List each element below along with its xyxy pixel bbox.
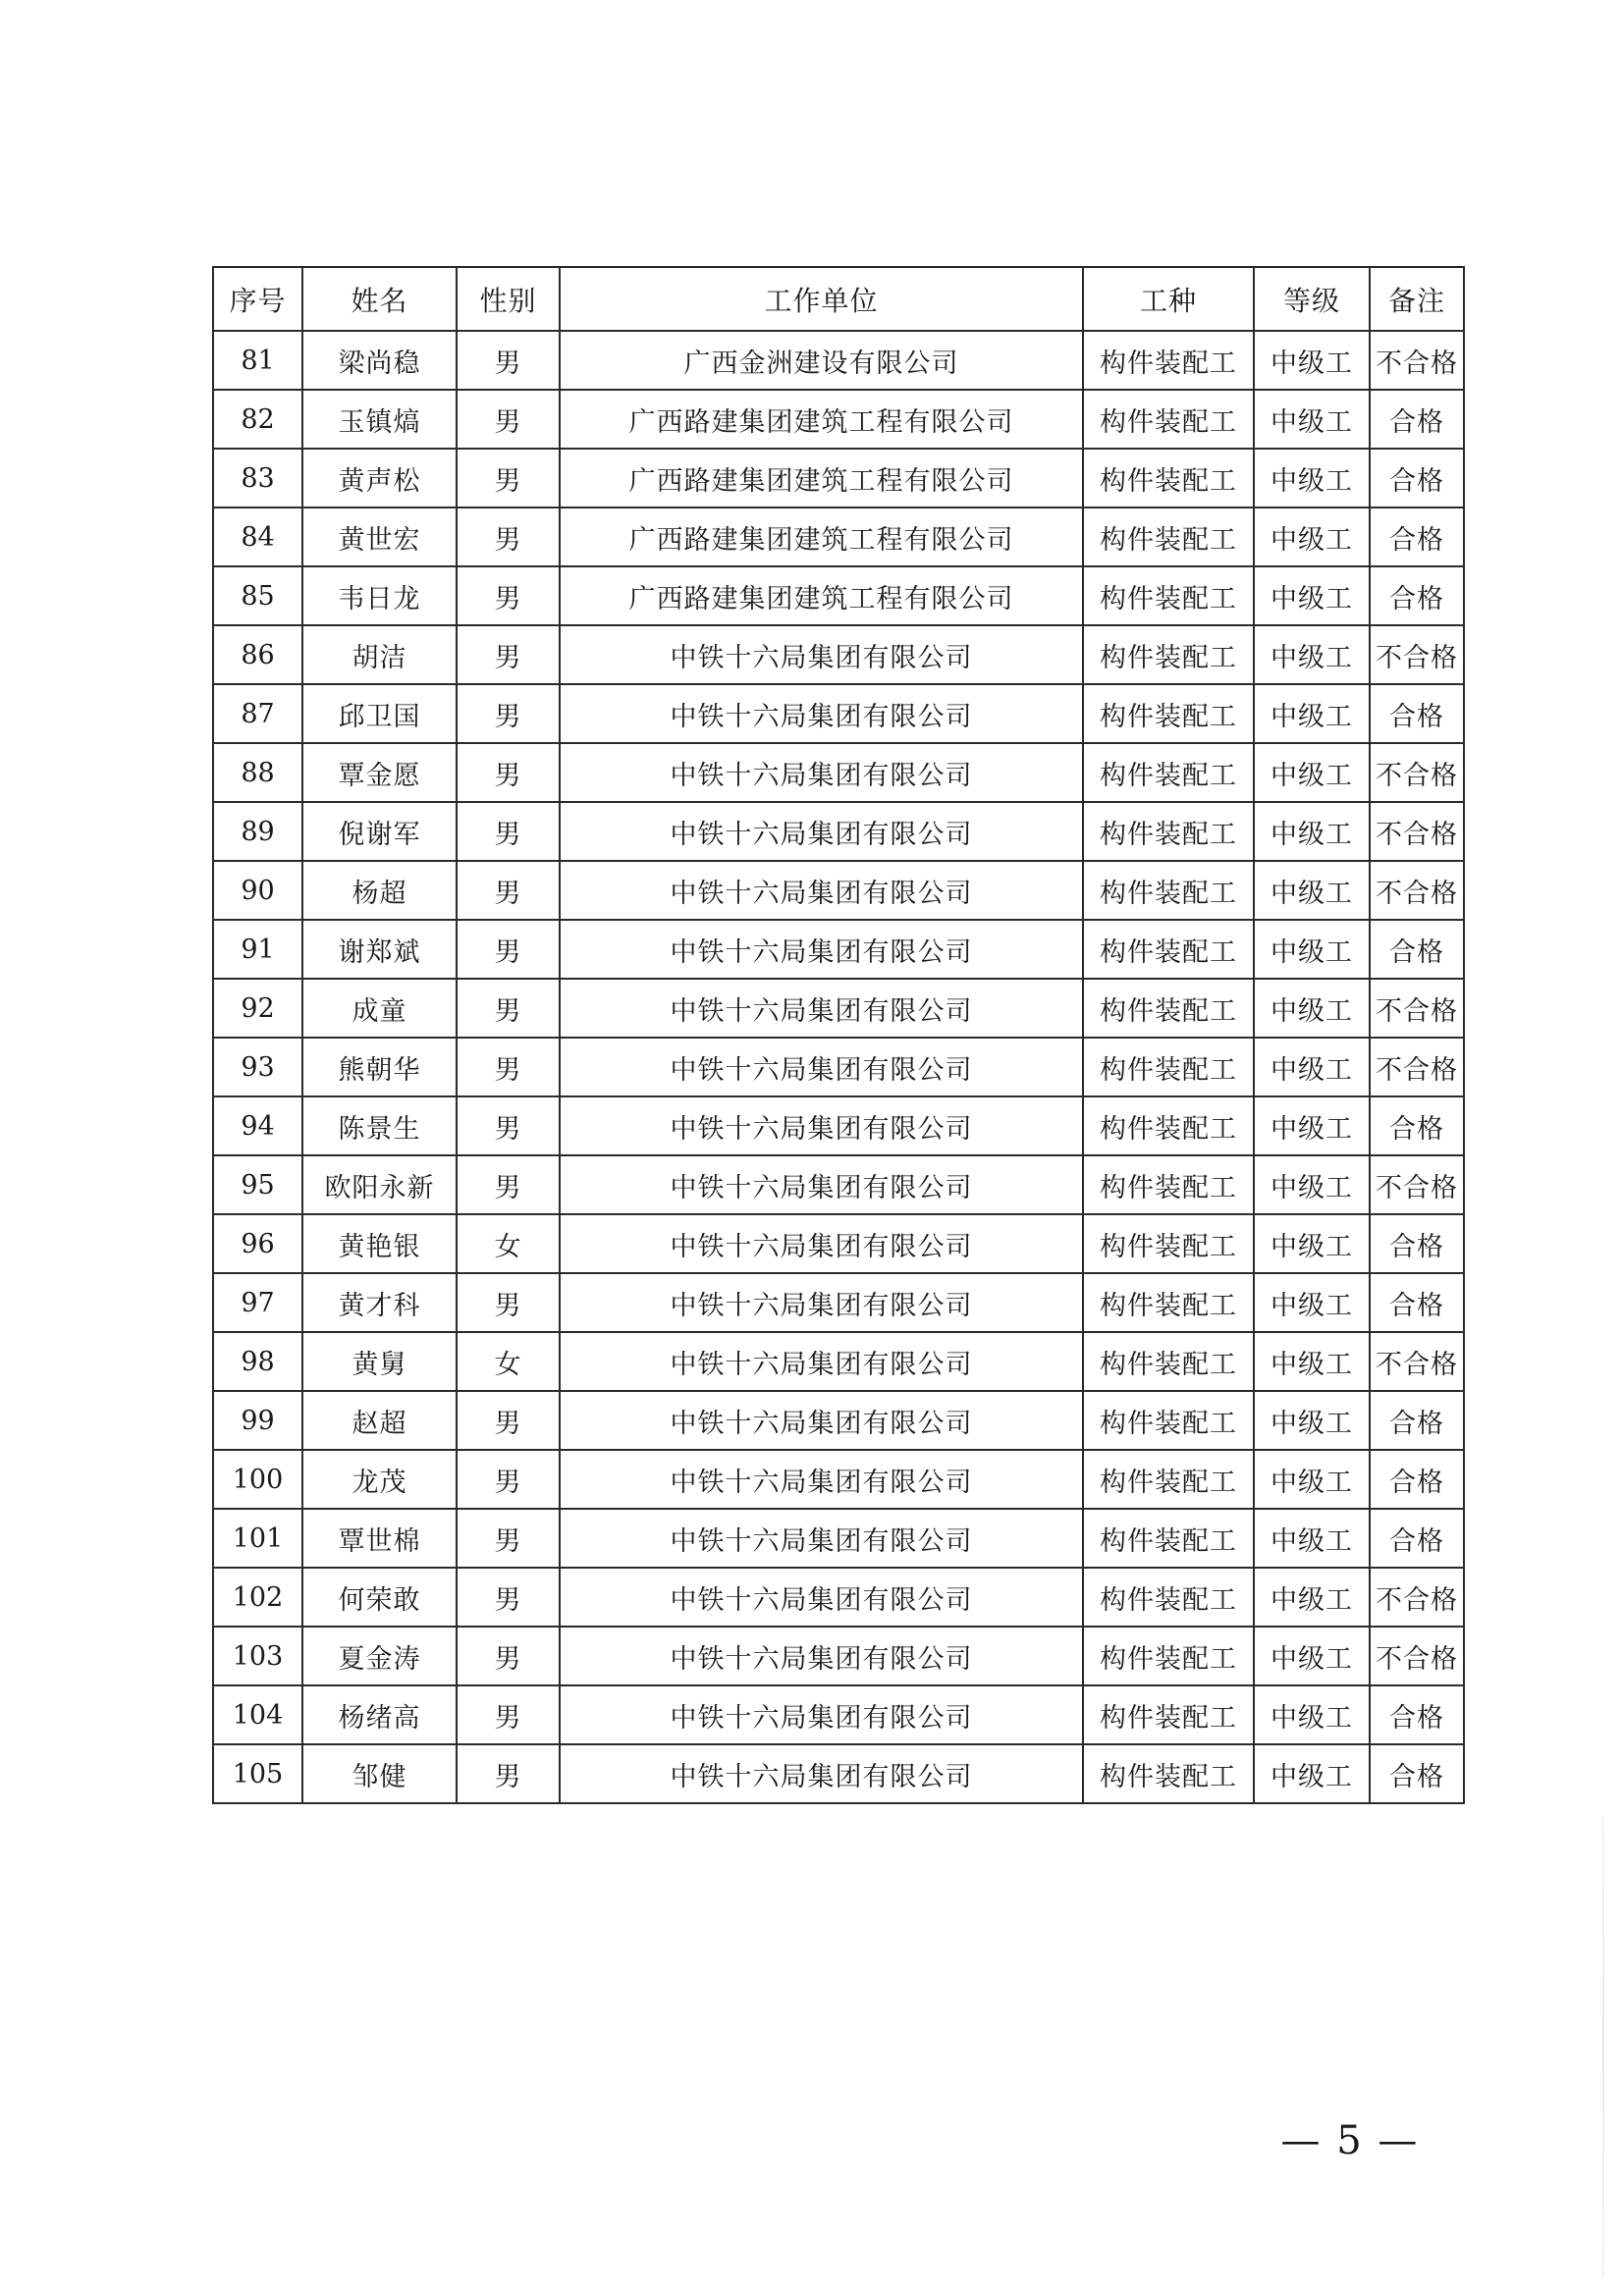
cell-work-unit: 广西路建集团建筑工程有限公司 — [560, 566, 1083, 625]
cell-serial-no: 89 — [213, 802, 302, 861]
header-cell: 序号 — [213, 267, 302, 331]
cell-grade: 中级工 — [1254, 1155, 1370, 1214]
page-edge-shadow — [1602, 1816, 1604, 2277]
table-row — [213, 1627, 1464, 1685]
cell-grade: 中级工 — [1254, 1627, 1370, 1685]
table-row — [213, 1214, 1464, 1273]
cell-gender: 男 — [457, 390, 560, 449]
cell-gender: 男 — [457, 449, 560, 507]
cell-remark: 合格 — [1370, 449, 1464, 507]
table-row — [213, 331, 1464, 390]
cell-name: 成童 — [302, 979, 457, 1038]
cell-name: 杨绪高 — [302, 1685, 457, 1744]
cell-grade: 中级工 — [1254, 1685, 1370, 1744]
cell-job-type: 构件装配工 — [1083, 507, 1254, 566]
cell-gender: 女 — [457, 1332, 560, 1391]
cell-gender: 男 — [457, 566, 560, 625]
cell-gender: 男 — [457, 1509, 560, 1568]
cell-work-unit: 中铁十六局集团有限公司 — [560, 861, 1083, 920]
cell-grade: 中级工 — [1254, 1509, 1370, 1568]
cell-name: 韦日龙 — [302, 566, 457, 625]
cell-gender: 男 — [457, 1568, 560, 1627]
cell-work-unit: 中铁十六局集团有限公司 — [560, 802, 1083, 861]
cell-remark: 不合格 — [1370, 1155, 1464, 1214]
cell-grade: 中级工 — [1254, 1214, 1370, 1273]
cell-serial-no: 101 — [213, 1509, 302, 1568]
cell-remark: 合格 — [1370, 1391, 1464, 1450]
cell-serial-no: 87 — [213, 684, 302, 743]
cell-gender: 男 — [457, 979, 560, 1038]
cell-work-unit: 中铁十六局集团有限公司 — [560, 1744, 1083, 1803]
cell-serial-no: 97 — [213, 1273, 302, 1332]
cell-name: 黄艳银 — [302, 1214, 457, 1273]
cell-grade: 中级工 — [1254, 1038, 1370, 1096]
cell-remark: 不合格 — [1370, 802, 1464, 861]
table-row — [213, 1685, 1464, 1744]
cell-work-unit: 中铁十六局集团有限公司 — [560, 1038, 1083, 1096]
cell-name: 欧阳永新 — [302, 1155, 457, 1214]
cell-grade: 中级工 — [1254, 1096, 1370, 1155]
cell-job-type: 构件装配工 — [1083, 1096, 1254, 1155]
cell-gender: 男 — [457, 625, 560, 684]
cell-work-unit: 广西路建集团建筑工程有限公司 — [560, 449, 1083, 507]
cell-serial-no: 92 — [213, 979, 302, 1038]
cell-name: 覃金愿 — [302, 743, 457, 802]
table-row — [213, 979, 1464, 1038]
table-row — [213, 1273, 1464, 1332]
cell-work-unit: 中铁十六局集团有限公司 — [560, 1568, 1083, 1627]
cell-grade: 中级工 — [1254, 1450, 1370, 1509]
cell-work-unit: 中铁十六局集团有限公司 — [560, 1450, 1083, 1509]
cell-serial-no: 91 — [213, 920, 302, 979]
cell-gender: 男 — [457, 684, 560, 743]
cell-remark: 不合格 — [1370, 1332, 1464, 1391]
cell-serial-no: 98 — [213, 1332, 302, 1391]
cell-remark: 不合格 — [1370, 1038, 1464, 1096]
cell-remark: 合格 — [1370, 1685, 1464, 1744]
cell-remark: 合格 — [1370, 1214, 1464, 1273]
cell-gender: 男 — [457, 1273, 560, 1332]
cell-gender: 男 — [457, 1038, 560, 1096]
table-row — [213, 1450, 1464, 1509]
header-cell: 性别 — [457, 267, 560, 331]
cell-name: 赵超 — [302, 1391, 457, 1450]
cell-name: 玉镇熇 — [302, 390, 457, 449]
cell-remark: 合格 — [1370, 920, 1464, 979]
cell-grade: 中级工 — [1254, 390, 1370, 449]
cell-gender: 男 — [457, 1450, 560, 1509]
cell-job-type: 构件装配工 — [1083, 861, 1254, 920]
cell-grade: 中级工 — [1254, 331, 1370, 390]
cell-name: 夏金涛 — [302, 1627, 457, 1685]
table-row — [213, 390, 1464, 449]
cell-serial-no: 96 — [213, 1214, 302, 1273]
cell-serial-no: 88 — [213, 743, 302, 802]
cell-serial-no: 102 — [213, 1568, 302, 1627]
cell-serial-no: 99 — [213, 1391, 302, 1450]
cell-name: 黄世宏 — [302, 507, 457, 566]
cell-job-type: 构件装配工 — [1083, 1568, 1254, 1627]
cell-gender: 男 — [457, 1391, 560, 1450]
cell-serial-no: 105 — [213, 1744, 302, 1803]
cell-job-type: 构件装配工 — [1083, 1273, 1254, 1332]
cell-work-unit: 中铁十六局集团有限公司 — [560, 1509, 1083, 1568]
cell-grade: 中级工 — [1254, 802, 1370, 861]
table-row — [213, 743, 1464, 802]
cell-work-unit: 中铁十六局集团有限公司 — [560, 1685, 1083, 1744]
cell-remark: 合格 — [1370, 1450, 1464, 1509]
cell-gender: 女 — [457, 1214, 560, 1273]
cell-serial-no: 93 — [213, 1038, 302, 1096]
table-row — [213, 1744, 1464, 1803]
cell-job-type: 构件装配工 — [1083, 979, 1254, 1038]
cell-job-type: 构件装配工 — [1083, 331, 1254, 390]
table-row — [213, 861, 1464, 920]
cell-work-unit: 广西路建集团建筑工程有限公司 — [560, 507, 1083, 566]
cell-remark: 合格 — [1370, 1744, 1464, 1803]
cell-name: 邹健 — [302, 1744, 457, 1803]
cell-work-unit: 中铁十六局集团有限公司 — [560, 684, 1083, 743]
table-row — [213, 920, 1464, 979]
cell-gender: 男 — [457, 1096, 560, 1155]
cell-serial-no: 104 — [213, 1685, 302, 1744]
cell-serial-no: 83 — [213, 449, 302, 507]
cell-serial-no: 95 — [213, 1155, 302, 1214]
cell-work-unit: 中铁十六局集团有限公司 — [560, 1627, 1083, 1685]
table-row — [213, 684, 1464, 743]
cell-name: 邱卫国 — [302, 684, 457, 743]
cell-serial-no: 100 — [213, 1450, 302, 1509]
cell-job-type: 构件装配工 — [1083, 1744, 1254, 1803]
table-body — [213, 331, 1464, 1803]
header-cell: 姓名 — [302, 267, 457, 331]
table-row — [213, 1155, 1464, 1214]
cell-name: 杨超 — [302, 861, 457, 920]
table-row — [213, 1038, 1464, 1096]
cell-remark: 不合格 — [1370, 861, 1464, 920]
cell-remark: 合格 — [1370, 507, 1464, 566]
header-cell: 工种 — [1083, 267, 1254, 331]
roster-table — [212, 266, 1465, 1804]
cell-remark: 合格 — [1370, 1096, 1464, 1155]
cell-work-unit: 中铁十六局集团有限公司 — [560, 979, 1083, 1038]
cell-work-unit: 中铁十六局集团有限公司 — [560, 743, 1083, 802]
cell-remark: 合格 — [1370, 390, 1464, 449]
cell-work-unit: 中铁十六局集团有限公司 — [560, 920, 1083, 979]
cell-remark: 合格 — [1370, 684, 1464, 743]
cell-job-type: 构件装配工 — [1083, 684, 1254, 743]
cell-job-type: 构件装配工 — [1083, 1038, 1254, 1096]
table-row — [213, 625, 1464, 684]
table-row — [213, 1332, 1464, 1391]
cell-name: 熊朝华 — [302, 1038, 457, 1096]
table-row — [213, 507, 1464, 566]
cell-work-unit: 中铁十六局集团有限公司 — [560, 1332, 1083, 1391]
cell-grade: 中级工 — [1254, 861, 1370, 920]
cell-job-type: 构件装配工 — [1083, 1332, 1254, 1391]
cell-serial-no: 84 — [213, 507, 302, 566]
cell-work-unit: 中铁十六局集团有限公司 — [560, 1155, 1083, 1214]
header-cell: 等级 — [1254, 267, 1370, 331]
cell-name: 覃世棉 — [302, 1509, 457, 1568]
table-row — [213, 566, 1464, 625]
cell-job-type: 构件装配工 — [1083, 1509, 1254, 1568]
cell-work-unit: 中铁十六局集团有限公司 — [560, 1391, 1083, 1450]
cell-serial-no: 103 — [213, 1627, 302, 1685]
cell-work-unit: 广西金洲建设有限公司 — [560, 331, 1083, 390]
cell-serial-no: 81 — [213, 331, 302, 390]
cell-name: 黄声松 — [302, 449, 457, 507]
table-row — [213, 449, 1464, 507]
cell-work-unit: 中铁十六局集团有限公司 — [560, 1273, 1083, 1332]
cell-name: 龙茂 — [302, 1450, 457, 1509]
cell-remark: 不合格 — [1370, 1568, 1464, 1627]
cell-grade: 中级工 — [1254, 1273, 1370, 1332]
cell-grade: 中级工 — [1254, 1391, 1370, 1450]
cell-job-type: 构件装配工 — [1083, 390, 1254, 449]
cell-job-type: 构件装配工 — [1083, 802, 1254, 861]
cell-name: 黄舅 — [302, 1332, 457, 1391]
cell-serial-no: 94 — [213, 1096, 302, 1155]
cell-grade: 中级工 — [1254, 979, 1370, 1038]
table-row — [213, 1391, 1464, 1450]
cell-remark: 不合格 — [1370, 331, 1464, 390]
cell-remark: 不合格 — [1370, 979, 1464, 1038]
cell-serial-no: 82 — [213, 390, 302, 449]
cell-name: 陈景生 — [302, 1096, 457, 1155]
cell-grade: 中级工 — [1254, 1744, 1370, 1803]
cell-remark: 不合格 — [1370, 743, 1464, 802]
cell-gender: 男 — [457, 1627, 560, 1685]
cell-job-type: 构件装配工 — [1083, 1450, 1254, 1509]
cell-name: 何荣敢 — [302, 1568, 457, 1627]
cell-name: 胡洁 — [302, 625, 457, 684]
cell-work-unit: 中铁十六局集团有限公司 — [560, 1214, 1083, 1273]
cell-gender: 男 — [457, 507, 560, 566]
table-header-row — [213, 267, 1464, 331]
cell-grade: 中级工 — [1254, 920, 1370, 979]
cell-gender: 男 — [457, 331, 560, 390]
cell-work-unit: 中铁十六局集团有限公司 — [560, 1096, 1083, 1155]
cell-job-type: 构件装配工 — [1083, 1627, 1254, 1685]
cell-job-type: 构件装配工 — [1083, 449, 1254, 507]
cell-grade: 中级工 — [1254, 743, 1370, 802]
cell-grade: 中级工 — [1254, 507, 1370, 566]
cell-serial-no: 86 — [213, 625, 302, 684]
cell-serial-no: 85 — [213, 566, 302, 625]
cell-gender: 男 — [457, 920, 560, 979]
table-row — [213, 1568, 1464, 1627]
cell-job-type: 构件装配工 — [1083, 1214, 1254, 1273]
header-cell: 备注 — [1370, 267, 1464, 331]
header-cell: 工作单位 — [560, 267, 1083, 331]
cell-gender: 男 — [457, 743, 560, 802]
cell-remark: 合格 — [1370, 566, 1464, 625]
cell-gender: 男 — [457, 1685, 560, 1744]
cell-name: 倪谢军 — [302, 802, 457, 861]
cell-job-type: 构件装配工 — [1083, 743, 1254, 802]
cell-work-unit: 广西路建集团建筑工程有限公司 — [560, 390, 1083, 449]
cell-job-type: 构件装配工 — [1083, 625, 1254, 684]
cell-name: 谢郑斌 — [302, 920, 457, 979]
cell-grade: 中级工 — [1254, 1568, 1370, 1627]
cell-job-type: 构件装配工 — [1083, 1391, 1254, 1450]
cell-gender: 男 — [457, 861, 560, 920]
table-row — [213, 1096, 1464, 1155]
cell-remark: 合格 — [1370, 1273, 1464, 1332]
page-number: — 5 — — [1280, 2118, 1420, 2163]
cell-serial-no: 90 — [213, 861, 302, 920]
cell-grade: 中级工 — [1254, 449, 1370, 507]
cell-gender: 男 — [457, 802, 560, 861]
cell-job-type: 构件装配工 — [1083, 566, 1254, 625]
cell-grade: 中级工 — [1254, 566, 1370, 625]
cell-remark: 合格 — [1370, 1509, 1464, 1568]
cell-name: 黄才科 — [302, 1273, 457, 1332]
table-row — [213, 1509, 1464, 1568]
cell-gender: 男 — [457, 1744, 560, 1803]
cell-grade: 中级工 — [1254, 625, 1370, 684]
cell-grade: 中级工 — [1254, 684, 1370, 743]
cell-name: 梁尚稳 — [302, 331, 457, 390]
cell-work-unit: 中铁十六局集团有限公司 — [560, 625, 1083, 684]
cell-remark: 不合格 — [1370, 1627, 1464, 1685]
cell-remark: 不合格 — [1370, 625, 1464, 684]
table-row — [213, 802, 1464, 861]
cell-grade: 中级工 — [1254, 1332, 1370, 1391]
cell-job-type: 构件装配工 — [1083, 1685, 1254, 1744]
cell-gender: 男 — [457, 1155, 560, 1214]
cell-job-type: 构件装配工 — [1083, 920, 1254, 979]
cell-job-type: 构件装配工 — [1083, 1155, 1254, 1214]
